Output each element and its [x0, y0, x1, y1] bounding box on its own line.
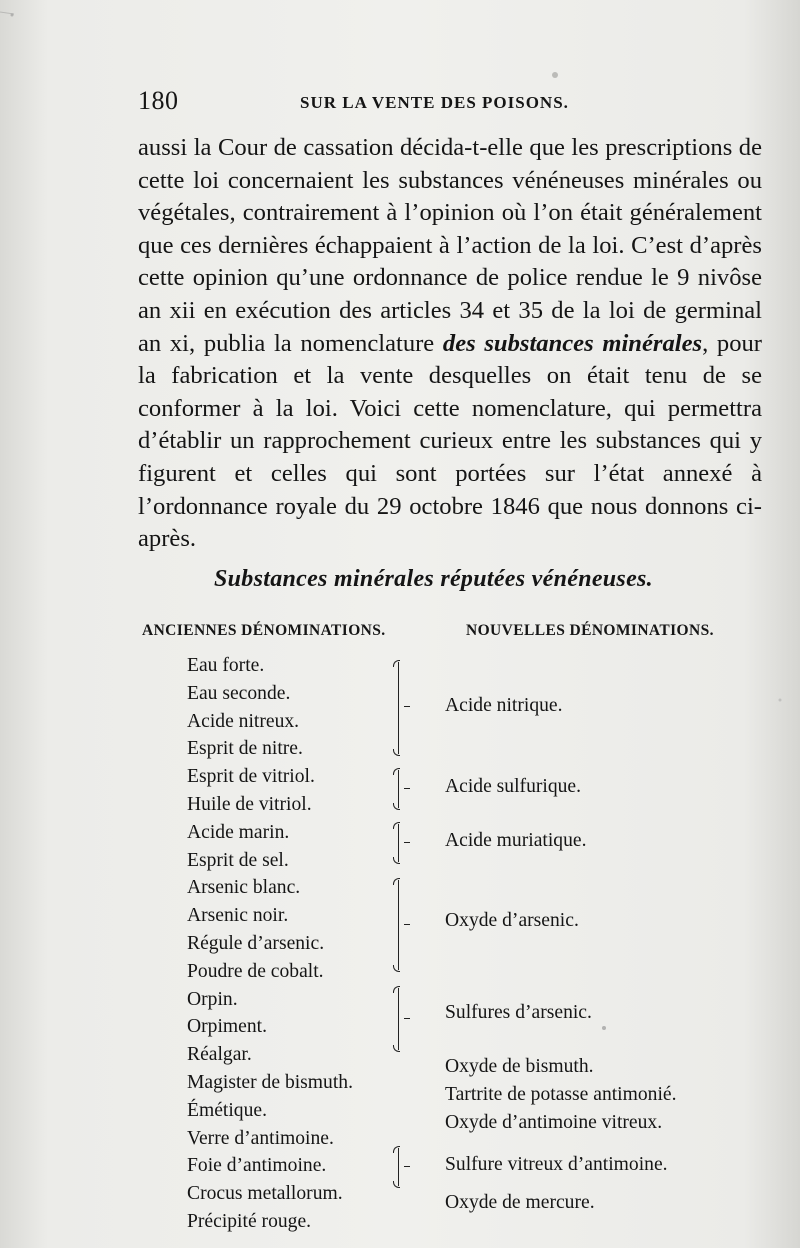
old-name-item: Acide marin.	[187, 821, 290, 843]
old-name-item: Esprit de sel.	[187, 849, 289, 871]
column-header-new: NOUVELLES DÉNOMINATIONS.	[466, 622, 714, 639]
new-name-item: Tartrite de potasse antimonié.	[445, 1084, 677, 1105]
old-name-item: Arsenic noir.	[187, 905, 289, 927]
old-name-item: Réalgar.	[187, 1044, 252, 1066]
old-name-item: Orpin.	[187, 988, 238, 1010]
new-name-item: Acide nitrique.	[445, 695, 563, 716]
italic-phrase: des substances minérales	[442, 329, 703, 357]
old-name-item: Verre d’antimoine.	[187, 1127, 334, 1149]
running-title: SUR LA VENTE DES POISONS.	[300, 93, 569, 112]
old-name-item: Précipité rouge.	[187, 1210, 312, 1232]
new-name-item: Sulfures d’arsenic.	[445, 1002, 592, 1023]
group-brace	[398, 770, 407, 808]
body-text	[138, 132, 762, 556]
old-name-item: Huile de vitriol.	[187, 793, 312, 815]
old-name-item: Orpiment.	[187, 1016, 267, 1038]
table-title: Substances minérales réputées vénéneuses.	[214, 566, 653, 592]
brace-tip	[404, 1018, 410, 1019]
old-name-item: Crocus metallorum.	[187, 1183, 343, 1205]
group-brace	[398, 824, 407, 862]
old-name-item: Acide nitreux.	[187, 710, 300, 732]
old-names-list	[187, 652, 353, 1236]
new-name-item: Oxyde d’antimoine vitreux.	[445, 1112, 663, 1133]
new-name-item: Acide sulfurique.	[445, 776, 582, 797]
old-name-item: Émétique.	[187, 1099, 267, 1121]
page-number: 180	[138, 86, 179, 115]
paragraph	[138, 132, 762, 556]
page-header	[138, 86, 598, 122]
old-name-item: Eau forte.	[187, 655, 265, 676]
new-name-item: Oxyde d’arsenic.	[445, 910, 579, 931]
old-name-item: Magister de bismuth.	[187, 1071, 353, 1093]
group-brace	[398, 988, 407, 1050]
old-name-item: Eau seconde.	[187, 682, 291, 704]
brace-tip	[404, 788, 410, 789]
old-name-item: Régule d’arsenic.	[187, 932, 325, 954]
brace-tip	[404, 924, 410, 925]
old-name-item: Poudre de cobalt.	[187, 960, 324, 982]
column-header-old: ANCIENNES DÉNOMINATIONS.	[142, 622, 386, 639]
old-name-item: Esprit de nitre.	[187, 738, 303, 760]
brace-tip	[404, 1166, 410, 1167]
group-brace	[398, 1148, 407, 1186]
new-name-item: Oxyde de bismuth.	[445, 1056, 594, 1077]
brace-tip	[404, 842, 410, 843]
group-brace	[398, 662, 407, 754]
new-name-item: Acide muriatique.	[445, 830, 587, 851]
group-brace	[398, 880, 407, 970]
paragraph-text-continued: , pour la fabrication et la vente desquelles on était tenu de se conformer à la loi. Voici cette nomenclature, qui permettra d’établir un rapprochement curieux entre les substances qui y figurent et celles qui sont portées sur l’état annexé à l’ordonnance royale du 29 octobre 1846 que nous donnons ci-après.	[138, 329, 762, 553]
new-name-item: Sulfure vitreux d’antimoine.	[445, 1154, 668, 1175]
old-name-item: Foie d’antimoine.	[187, 1155, 327, 1177]
old-name-item: Arsenic blanc.	[187, 877, 301, 899]
old-name-item: Esprit de vitriol.	[187, 766, 315, 788]
brace-tip	[404, 706, 410, 707]
paragraph-text: aussi la Cour de cassation décida-t-elle que les prescriptions de cette loi concernaient les substances vénéneuses minérales ou végétales, contrairement à l’opinion où l’on était généralement que ces dernières échappaient à l’action de la loi. C’est d’après cette opinion qu’une ordonnance de police rendue le 9 nivôse an xii en exécution des articles 34 et 35 de la loi de germinal an xi, publia la nomenclature	[138, 134, 762, 357]
new-name-item: Oxyde de mercure.	[445, 1192, 595, 1213]
